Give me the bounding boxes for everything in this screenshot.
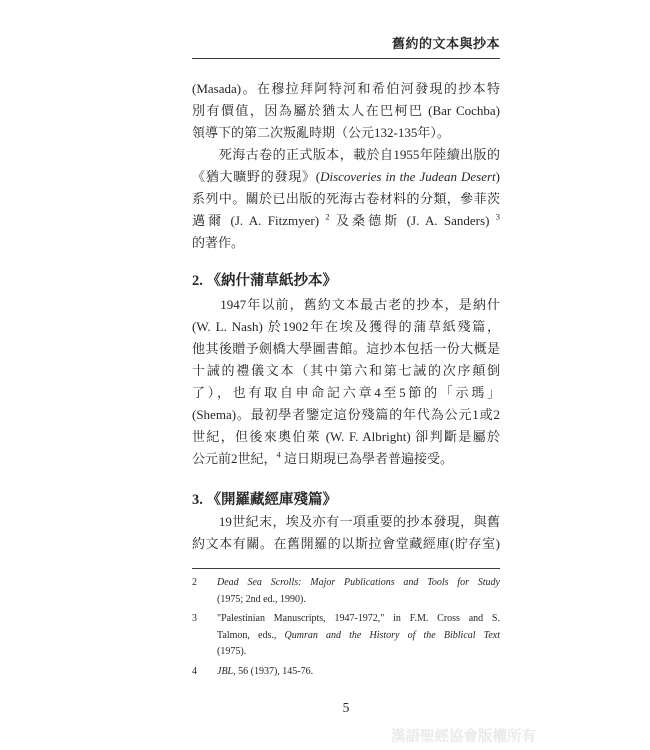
text-line: Talmon, eds., Qumran and the History of the Biblical Text: [217, 629, 500, 641]
footnote-number: 2: [192, 577, 197, 588]
text-line: 了），也有取自申命記六章4至5節的「示瑪」: [192, 385, 500, 400]
text-line: 公元前2世紀，$^4$ 這日期現已為學者普遍接受。: [192, 449, 454, 466]
text-line: 死海古卷的正式版本，載於自1955年陸續出版的: [192, 147, 500, 162]
text-line: (1975).: [217, 646, 247, 657]
text-line: 他其後贈予劍橋大學圖書館。這抄本包括一份大概是: [192, 341, 500, 356]
text-line: 十誡的禮儀文本（其中第六和第七誡的次序顛倒: [192, 363, 500, 378]
paragraph-dead-sea-scrolls-edition: [192, 144, 500, 254]
text-line: (Shema)。最初學者鑒定這份殘篇的年代為公元1或2: [192, 407, 500, 422]
text-line: JBL, 56 (1937), 145-76.: [217, 665, 314, 677]
footnote-separator-rule: [192, 568, 500, 569]
footnote-2: [192, 575, 500, 608]
paragraph-masada: [192, 78, 500, 144]
text-line: (Masada)。在穆拉拜阿特河和希伯河發現的抄本特: [192, 81, 500, 96]
section-heading-cairo-genizah: 3. 《開羅藏經庫殘篇》: [192, 492, 337, 508]
page-number: 5: [342, 700, 350, 715]
running-header-title: 舊約的文本與抄本: [391, 36, 500, 51]
text-line: "Palestinian Manuscripts, 1947-1972," in F.M. Cross and S.: [217, 613, 500, 624]
footnotes-section: [192, 575, 500, 683]
footnote-text: [217, 664, 500, 681]
header-rule: [192, 58, 500, 59]
text-line: (W. L. Nash) 於1902年在埃及獲得的蒲草紙殘篇，: [192, 319, 500, 334]
footnote-number: 3: [192, 613, 197, 624]
text-line: 《猶大曠野的發現》(Discoveries in the Judean Desert): [192, 169, 500, 184]
text-line: Dead Sea Scrolls: Major Publications and Tools for Study: [217, 577, 500, 588]
text-line: 別有價值，因為屬於猶太人在巴柯巴 (Bar Cochba): [192, 103, 500, 118]
footnote-number: 4: [192, 665, 197, 677]
copyright-watermark: 漢語聖經協會版權所有: [391, 729, 536, 745]
footnote-4: [192, 664, 500, 681]
text-line: 世紀，但後來奧伯萊 (W. F. Albright) 卻判斷是屬於: [192, 429, 500, 444]
text-line: 19世紀末，埃及亦有一項重要的抄本發現，與舊: [192, 514, 500, 529]
text-line: 系列中。關於已出版的死海古卷材料的分類，參菲茨: [192, 191, 500, 206]
footnote-text: [217, 611, 500, 661]
footnote-text: [217, 575, 500, 608]
text-line: 邁爾 (J. A. Fitzmyer) $^2$ 及桑德斯 (J. A. Sanders) $^3$: [192, 211, 500, 228]
text-line: 約文本有關。在舊開羅的以斯拉會堂藏經庫(貯存室): [192, 536, 500, 551]
paragraph-cairo-genizah: [192, 511, 500, 555]
text-line: 領導下的第二次叛亂時期（公元132-135年）。: [192, 125, 450, 140]
section-heading-nash-papyrus: 2. 《納什蒲草紙抄本》: [192, 273, 337, 289]
footnote-3: [192, 611, 500, 661]
text-line: (1975; 2nd ed., 1990).: [217, 593, 306, 605]
text-line: 的著作。: [192, 235, 245, 250]
paragraph-nash-papyrus: [192, 294, 500, 470]
text-line: 1947年以前，舊約文本最古老的抄本，是納什: [192, 297, 500, 312]
